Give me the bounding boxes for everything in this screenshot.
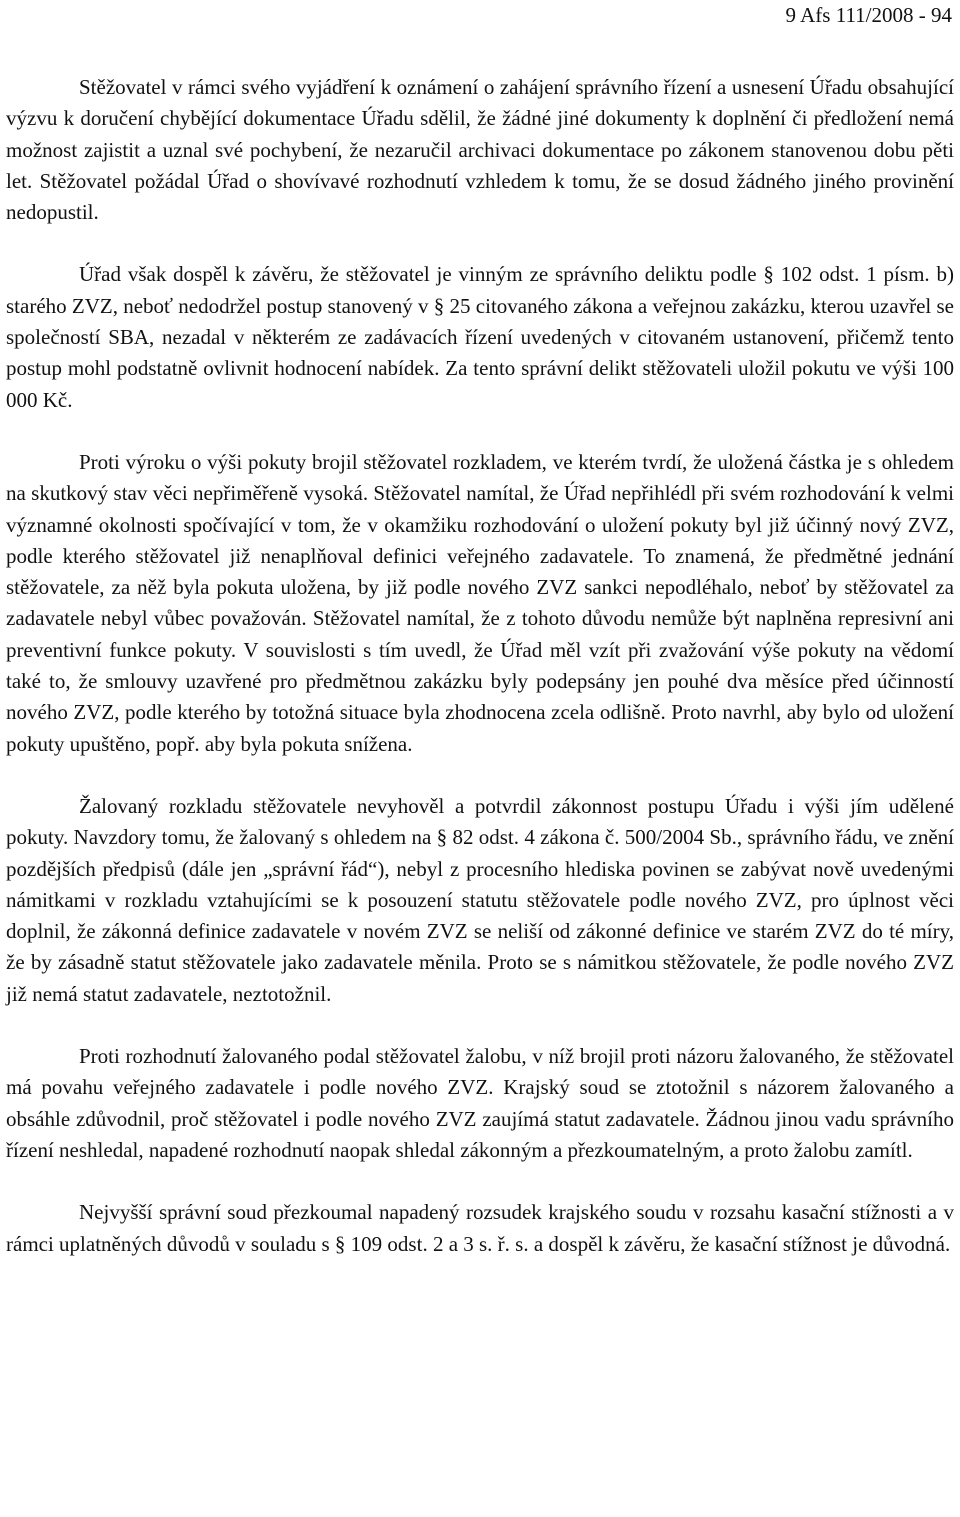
page-header-case-number: 9 Afs 111/2008 - 94	[785, 3, 952, 27]
paragraph-5: Proti rozhodnutí žalovaného podal stěžovatel žalobu, v níž brojil proti názoru žalovaného, že stěžovatel má povahu veřejného zadavatele i podle nového ZVZ. Krajský soud se ztotožnil s názorem žalovaného a obsáhle zdůvodnil, proč stěžovatel i podle nového ZVZ zaujímá statut zadavatele. Žádnou jinou vadu správního řízení neshledal, napadené rozhodnutí naopak shledal zákonným a přezkoumatelným, a proto žalobu zamítl.	[6, 1044, 954, 1162]
paragraph-4: Žalovaný rozkladu stěžovatele nevyhověl a potvrdil zákonnost postupu Úřadu i výši jím udělené pokuty. Navzdory tomu, že žalovaný s ohledem na § 82 odst. 4 zákona č. 500/2004 Sb., správního řádu, ve znění pozdějších předpisů (dále jen „správní řád“), nebyl z procesního hlediska povinen se zabývat nově uvedenými námitkami v rozkladu vztahujícími se k posouzení statutu stěžovatele podle nového ZVZ, pro úplnost věci doplnil, že zákonná definice zadavatele v novém ZVZ se neliší od zákonné definice ve starém ZVZ do té míry, že by zásadně statut stěžovatele jako zadavatele měnila. Proto se s námitkou stěžovatele, že podle nového ZVZ již nemá statut zadavatele, neztotožnil.	[6, 793, 954, 1006]
paragraph-3: Proti výroku o výši pokuty brojil stěžovatel rozkladem, ve kterém tvrdí, že uložená částka je s ohledem na skutkový stav věci nepřiměřeně vysoká. Stěžovatel namítal, že Úřad nepřihlédl při svém rozhodování k velmi významné okolnosti spočívající v tom, že v okamžiku rozhodování o uložení pokuty byl již účinný nový ZVZ, podle kterého stěžovatel již nenaplňoval definici veřejného zadavatele. To znamená, že předmětné jednání stěžovatele, za něž byla pokuta uložena, by již podle nového ZVZ sankci nepodléhalo, neboť by stěžovatel za zadavatele nebyl vůbec považován. Stěžovatel namítal, že z tohoto důvodu nemůže být naplněna represivní ani preventivní funkce pokuty. V souvislosti s tím uvedl, že Úřad měl vzít při zvažování výše pokuty na vědomí také to, že smlouvy uzavřené pro předmětnou zakázku byly podepsány jen pouhé dva měsíce před účinností nového ZVZ, podle kterého by totožná situace byla zhodnocena zcela odlišně. Proto navrhl, aby bylo od uložení pokuty upuštěno, popř. aby byla pokuta snížena.	[6, 449, 954, 756]
paragraph-6: Nejvyšší správní soud přezkoumal napadený rozsudek krajského soudu v rozsahu kasační stížnosti a v rámci uplatněných důvodů v souladu s § 109 odst. 2 a 3 s. ř. s. a dospěl k závěru, že kasační stížnost je důvodná.	[6, 1200, 954, 1256]
document-body	[6, 72, 954, 1260]
paragraph-1: Stěžovatel v rámci svého vyjádření k oznámení o zahájení správního řízení a usnesení Úřadu obsahující výzvu k doručení chybějící dokumentace Úřadu sdělil, že žádné jiné dokumenty k doplnění či předložení nemá možnost zajistit a uznal své pochybení, že nezaručil archivaci dokumentace po zákonem stanovenou dobu pěti let. Stěžovatel požádal Úřad o shovívavé rozhodnutí vzhledem k tomu, že se dosud žádného jiného provinění nedopustil.	[6, 75, 954, 225]
paragraph-2: Úřad však dospěl k závěru, že stěžovatel je vinným ze správního deliktu podle § 102 odst. 1 písm. b) starého ZVZ, neboť nedodržel postup stanovený v § 25 citovaného zákona a veřejnou zakázku, kterou uzavřel se společností SBA, nezadal v některém ze zadávacích řízení uvedených v citovaném ustanovení, přičemž tento postup mohl podstatně ovlivnit hodnocení nabídek. Za tento správní delikt stěžovateli uložil pokutu ve výši 100 000 Kč.	[6, 262, 954, 412]
